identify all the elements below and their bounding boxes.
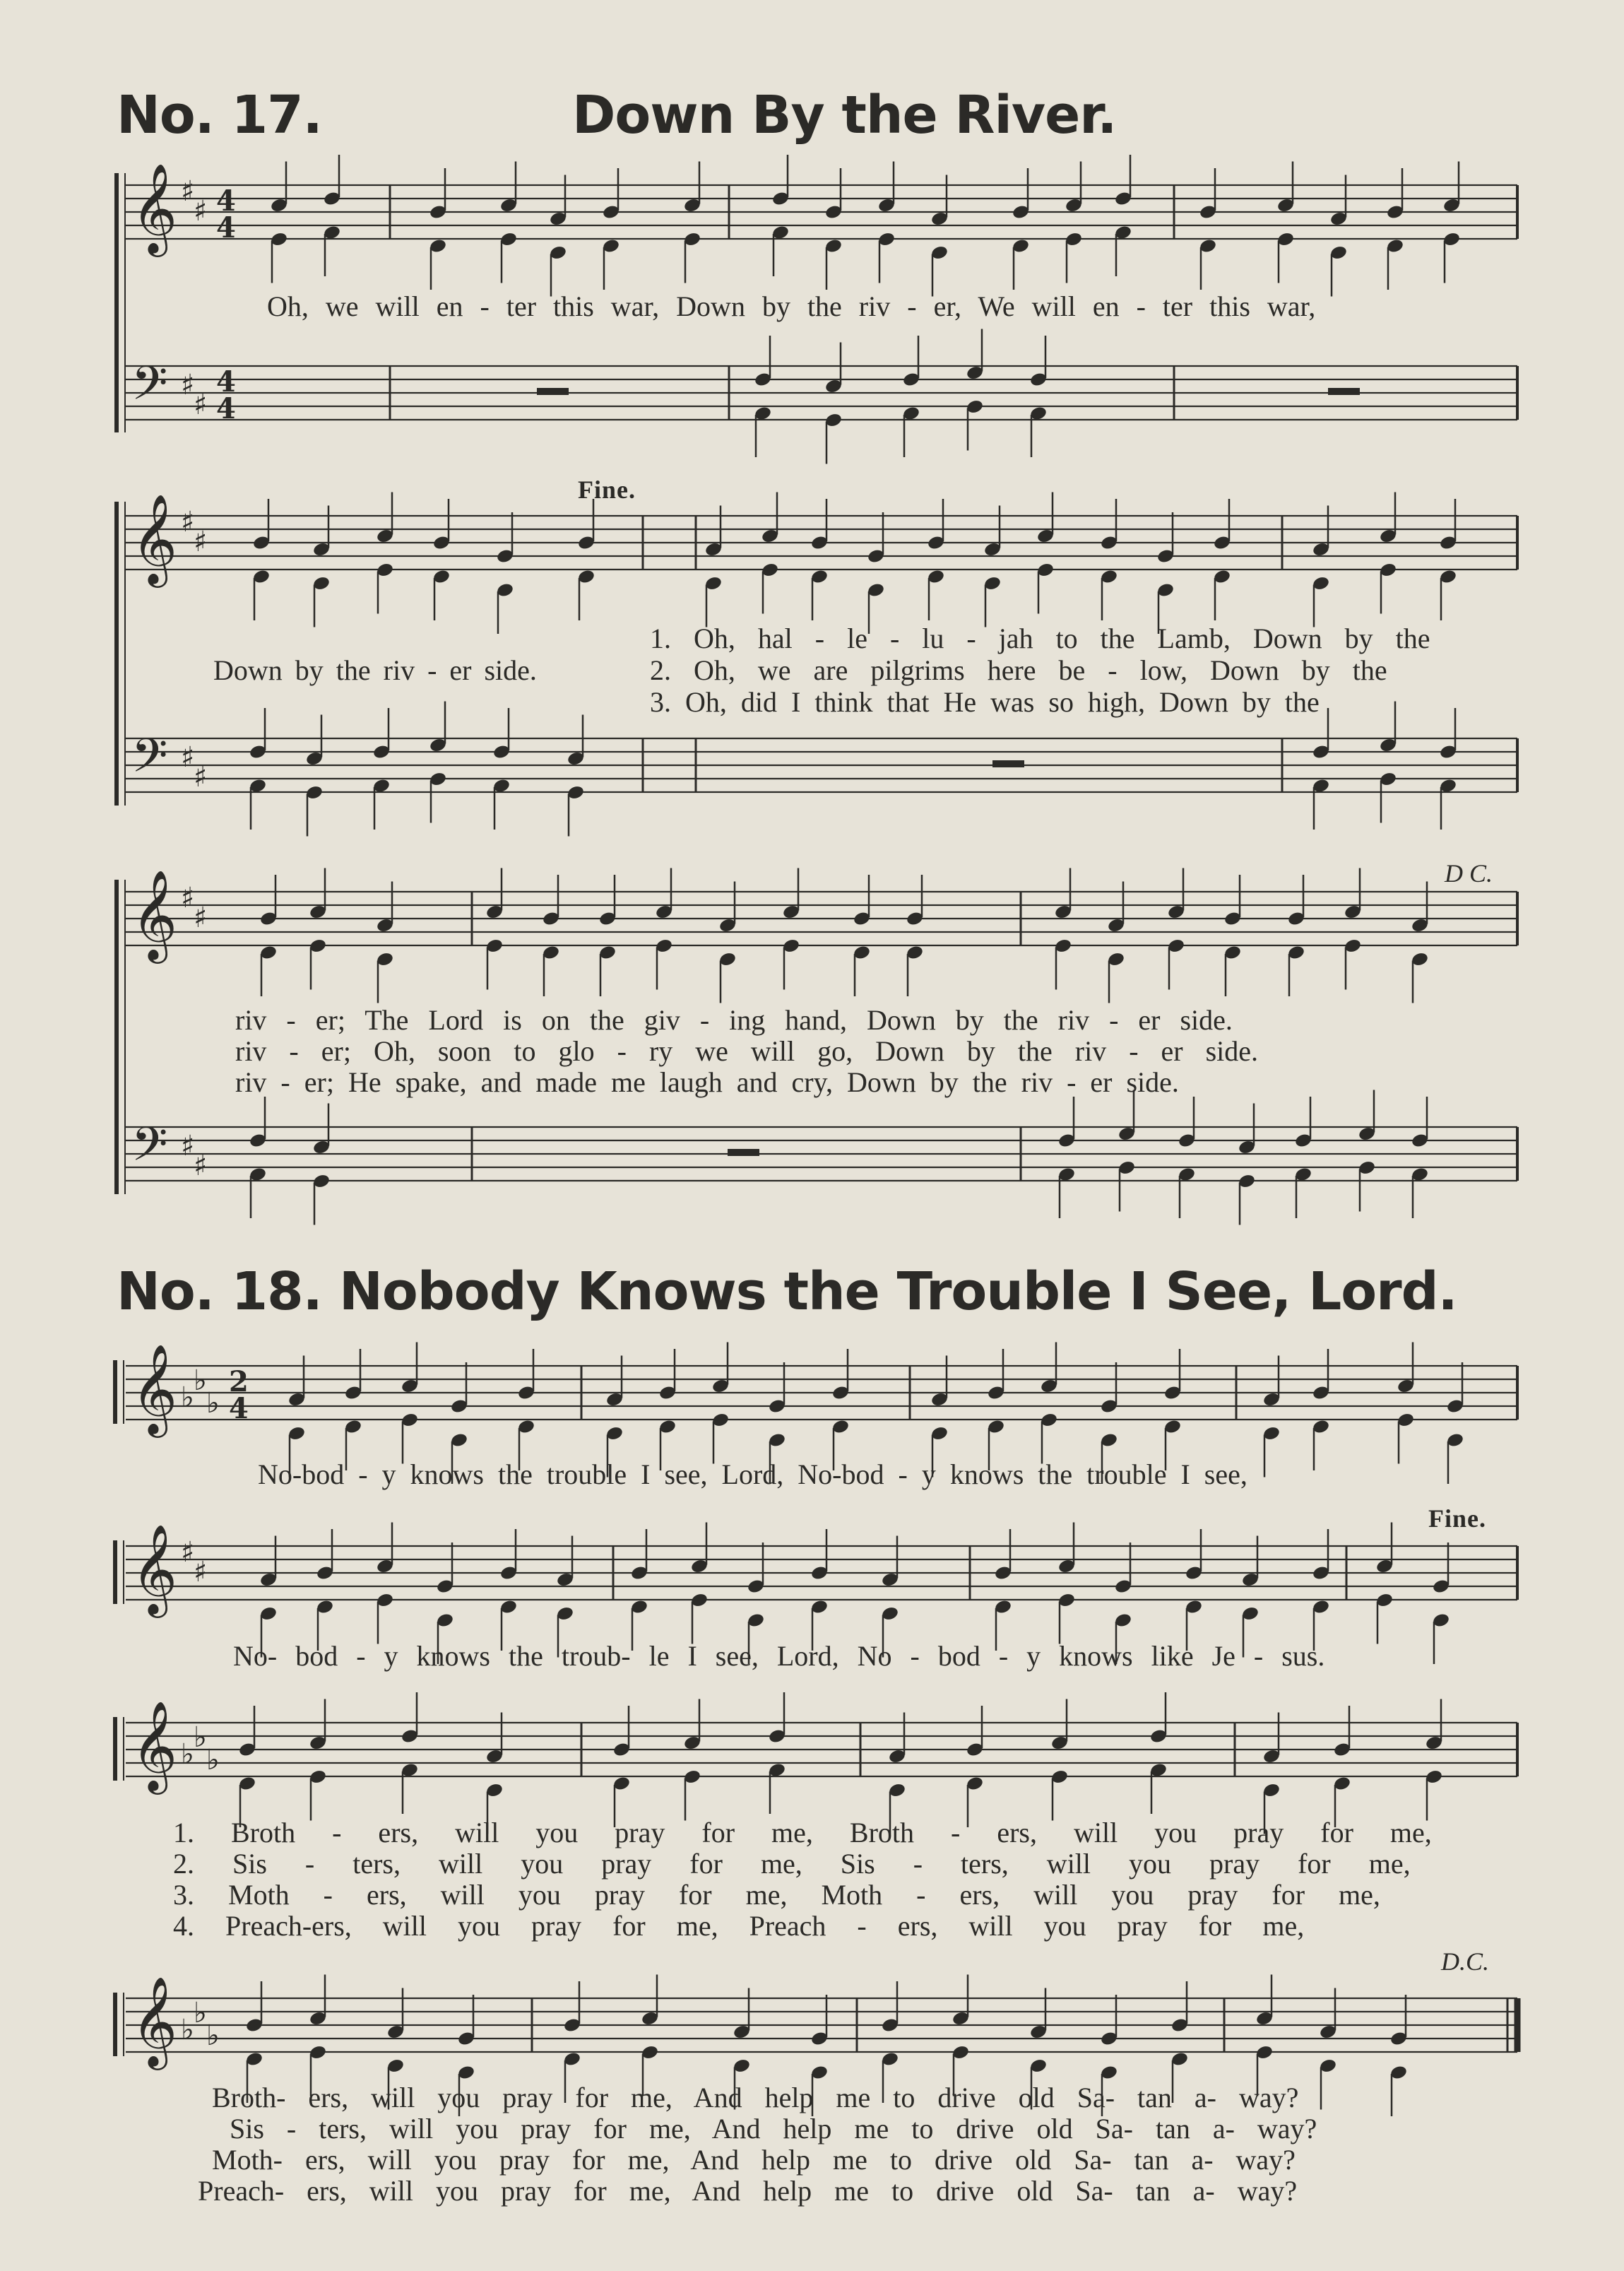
sharp-icon: ♯ — [181, 369, 195, 401]
bass-clef-icon: 𝄢 — [131, 729, 168, 794]
verse-lyric: 2. Oh, we are pilgrims here be - low, Down by the — [650, 654, 1387, 686]
verse-lyric: Sis - ters, will you pray for me, And help me to drive old Sa- tan a- way? — [230, 2113, 1317, 2145]
lyric-line: No- bod - y knows the troub- le I see, Lord, No - bod - y knows like Je - sus. — [233, 1640, 1325, 1672]
sharp-icon: ♯ — [181, 882, 195, 914]
bass-clef-icon: 𝄢 — [131, 356, 168, 422]
verse-lyric: Preach- ers, will you pray for me, And help me to drive old Sa- tan a- way? — [198, 2175, 1298, 2207]
verse-lyric: 1. Broth - ers, will you pray for me, Broth - ers, will you pray for me, — [173, 1817, 1432, 1848]
sharp-icon: ♯ — [181, 1130, 195, 1162]
hymn-title: Nobody Knows the Trouble I See, Lord. — [339, 1261, 1457, 1322]
flat-icon: ♭ — [194, 1364, 207, 1397]
treble-clef-icon: 𝄞 — [131, 1976, 178, 2066]
sharp-icon: ♯ — [194, 1556, 208, 1588]
whole-rest — [537, 388, 569, 395]
flat-icon: ♭ — [194, 1721, 207, 1754]
treble-clef-icon: 𝄞 — [131, 1523, 178, 1614]
treble-clef-icon: 𝄞 — [131, 1343, 178, 1434]
verse-lyric: riv - er; The Lord is on the giv - ing hand, Down by the riv - er side. — [235, 1004, 1233, 1036]
whole-rest — [1328, 388, 1360, 395]
time-signature: 4 — [229, 1392, 249, 1425]
hymn-number: No. 18. — [117, 1261, 322, 1322]
treble-clef-icon: 𝄞 — [131, 1700, 178, 1791]
bass-clef-icon: 𝄢 — [131, 1117, 168, 1183]
verse-lyric: riv - er; He spake, and made me laugh and cry, Down by the riv - er side. — [235, 1066, 1179, 1098]
flat-icon: ♭ — [206, 1387, 220, 1420]
sharp-icon: ♯ — [194, 195, 208, 228]
lyric-line: Oh, we will en - ter this war, Down by the riv - er, We will en - ter this war, — [267, 290, 1316, 322]
hymn-number: No. 17. — [117, 85, 322, 146]
fine-marking: Fine. — [578, 476, 636, 504]
flat-icon: ♭ — [181, 1738, 194, 1771]
sharp-icon: ♯ — [194, 389, 208, 421]
flat-icon: ♭ — [194, 1997, 207, 2029]
time-signature: 4 — [216, 211, 236, 244]
sharp-icon: ♯ — [194, 902, 208, 934]
verse-lyric: 3. Oh, did I think that He was so high, Down by the — [650, 686, 1320, 718]
hymn-18-heading — [117, 1261, 1529, 1339]
fine-marking: Fine. — [1428, 1504, 1486, 1533]
verse-lyric: Moth- ers, will you pray for me, And help me to drive old Sa- tan a- way? — [212, 2144, 1296, 2176]
treble-clef-icon: 𝄞 — [131, 163, 178, 253]
refrain-lyric: Down by the riv - er side. — [213, 654, 537, 686]
sharp-icon: ♯ — [181, 506, 195, 538]
verse-lyric: 4. Preach-ers, will you pray for me, Preach - ers, will you pray for me, — [173, 1910, 1305, 1942]
flat-icon: ♭ — [206, 1744, 220, 1776]
treble-clef-icon: 𝄞 — [131, 493, 178, 584]
lyric-line: No-bod - y knows the trouble I see, Lord, No-bod - y knows the trouble I see, — [258, 1458, 1247, 1490]
sharp-icon: ♯ — [194, 526, 208, 558]
sharp-icon: ♯ — [181, 741, 195, 774]
treble-clef-icon: 𝄞 — [131, 869, 178, 960]
sharp-icon: ♯ — [181, 1536, 195, 1569]
hymn-title: Down By the River. — [572, 85, 1117, 146]
verse-lyric: riv - er; Oh, soon to glo - ry we will go, Down by the riv - er side. — [235, 1035, 1259, 1067]
whole-rest — [728, 1149, 759, 1156]
time-signature: 4 — [216, 184, 236, 218]
time-signature: 4 — [216, 392, 236, 425]
sharp-icon: ♯ — [194, 761, 208, 794]
flat-icon: ♭ — [181, 1381, 194, 1414]
time-signature: 4 — [216, 365, 236, 399]
flat-icon: ♭ — [181, 2014, 194, 2046]
dc-marking: D C. — [1445, 859, 1493, 887]
time-signature: 2 — [229, 1365, 249, 1398]
sharp-icon: ♯ — [194, 1150, 208, 1182]
verse-lyric: 3. Moth - ers, will you pray for me, Moth - ers, will you pray for me, — [173, 1879, 1380, 1911]
dc-marking: D.C. — [1441, 1947, 1490, 1976]
verse-lyric: 2. Sis - ters, will you pray for me, Sis - ters, will you pray for me, — [173, 1848, 1411, 1880]
flat-icon: ♭ — [206, 2019, 220, 2052]
verse-lyric: Broth- ers, will you pray for me, And help me to drive old Sa- tan a- way? — [212, 2082, 1299, 2113]
verse-lyric: 1. Oh, hal - le - lu - jah to the Lamb, Down by the — [650, 623, 1430, 654]
whole-rest — [992, 760, 1024, 767]
sharp-icon: ♯ — [181, 175, 195, 208]
